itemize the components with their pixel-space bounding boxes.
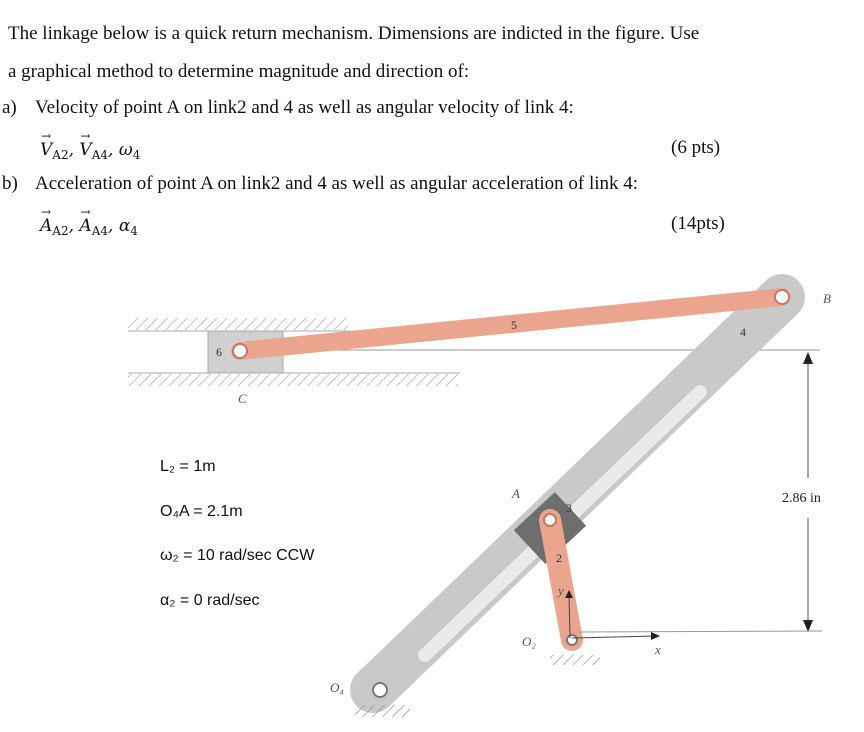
label-b: B — [823, 291, 831, 306]
label-c: C — [238, 391, 247, 406]
o4-ground-hatch — [355, 705, 410, 717]
dimension-arrow-top — [803, 352, 813, 364]
lower-guide-hatch — [128, 374, 458, 386]
label-o2: O₂ — [522, 634, 536, 649]
part-a-symbols: → $V_{A2}$, → $V_{A4}$, $\omega_4$ — [40, 138, 140, 167]
x-axis — [572, 636, 655, 638]
a-a4-symbol: → A — [79, 214, 91, 238]
label-link-3: 3 — [566, 501, 572, 515]
given-omega2: ω₂ = 10 rad/sec CCW — [160, 547, 315, 564]
label-link-6: 6 — [216, 345, 222, 359]
a-a2-symbol: → A — [40, 214, 52, 238]
dimension-arrow-bottom — [803, 620, 813, 632]
pin-b — [775, 290, 789, 304]
given-alpha2: α₂ = 0 rad/sec — [160, 592, 260, 609]
v-a2-symbol: → V — [40, 138, 52, 162]
part-b-text: Acceleration of point A on link2 and 4 as well as angular acceleration of link 4: — [35, 173, 639, 194]
given-l2: L₂ = 1m — [160, 458, 216, 475]
given-o4a: O₄A = 2.1m — [160, 503, 243, 520]
o2-pivot — [567, 635, 577, 645]
v-a4-symbol: → V — [79, 138, 91, 162]
dimension-label: 2.86 in — [782, 491, 821, 506]
label-link-2: 2 — [556, 551, 562, 565]
part-a-points: (6 pts) — [671, 137, 721, 158]
lower-reference-line — [580, 631, 822, 632]
label-link-5: 5 — [511, 318, 517, 332]
label-a: A — [512, 486, 520, 501]
x-axis-arrowhead — [651, 632, 660, 640]
problem-line-2: a graphical method to determine magnitude and direction of: — [8, 61, 470, 82]
part-b-label: b) — [2, 173, 18, 194]
pin-c — [233, 344, 247, 358]
upper-guide-hatch — [128, 318, 348, 330]
part-a-label: a) — [2, 97, 17, 118]
alpha-4-symbol: α — [118, 216, 131, 236]
label-y: y — [558, 583, 564, 598]
part-a-text: Velocity of point A on link2 and 4 as well as angular velocity of link 4: — [35, 97, 574, 118]
part-b-points: (14pts) — [671, 213, 725, 234]
omega-4-symbol: ω — [118, 140, 133, 160]
label-link-4: 4 — [740, 325, 746, 339]
part-b-symbols: → $A_{A2}$, → $A_{A4}$, $\alpha_4$ — [40, 214, 138, 243]
pin-a — [544, 514, 556, 526]
label-o4: O₄ — [330, 680, 344, 695]
o2-ground-hatch — [550, 655, 600, 665]
problem-line-1: The linkage below is a quick return mechanism. Dimensions are indicted in the figure. Use — [8, 23, 700, 44]
o4-pivot — [373, 683, 387, 697]
label-x: x — [655, 642, 661, 657]
